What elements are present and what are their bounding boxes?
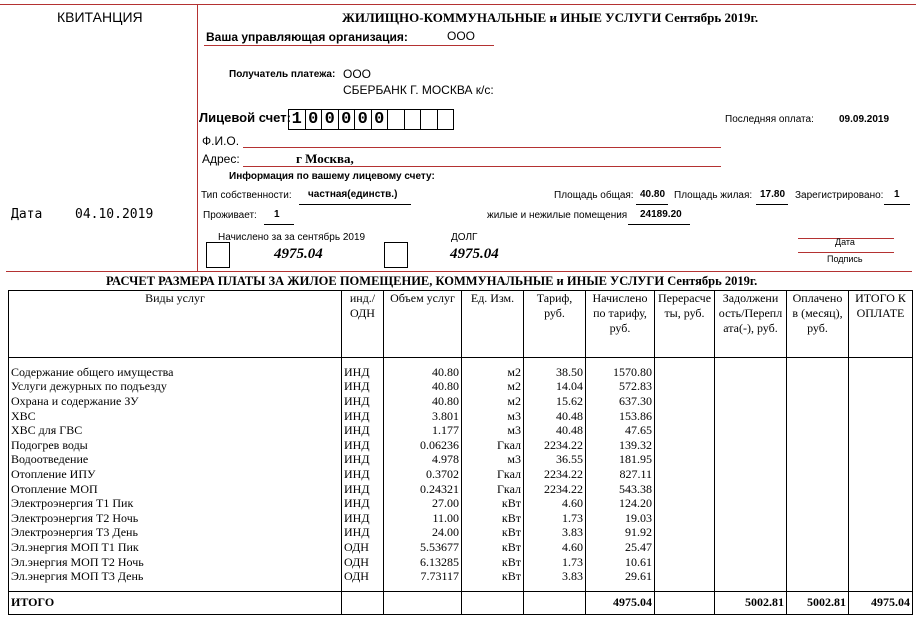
service-tariff: 2234.22 (524, 467, 586, 482)
service-accrued: 91.92 (586, 525, 655, 540)
service-tariff: 3.83 (524, 525, 586, 540)
service-name: Отопление МОП (9, 481, 342, 496)
service-accrued: 1570.80 (586, 365, 655, 380)
service-type: ОДН (342, 554, 384, 569)
service-type: ИНД (342, 423, 384, 438)
service-unit: кВт (462, 569, 524, 584)
service-unit: кВт (462, 525, 524, 540)
service-unit: кВт (462, 540, 524, 555)
service-volume: 5.53677 (384, 540, 462, 555)
account-digit: 0 (321, 109, 339, 130)
account-digit (387, 109, 405, 130)
service-tariff: 4.60 (524, 496, 586, 511)
service-unit: Гкал (462, 481, 524, 496)
service-volume: 24.00 (384, 525, 462, 540)
table-row (9, 408, 913, 423)
service-tariff: 2234.22 (524, 481, 586, 496)
account-digit (437, 109, 455, 130)
service-unit: м3 (462, 452, 524, 467)
registered-label: Зарегистрировано: (795, 190, 884, 201)
date-sign-label: Дата (835, 237, 855, 247)
col-header: инд./ ОДН (342, 291, 384, 358)
total-area-value: 40.80 (640, 189, 666, 200)
signature-label: Подпись (827, 254, 863, 264)
top-border (0, 4, 916, 5)
accrued-label: Начислено за за сентябрь 2019 (218, 232, 366, 243)
management-underline (204, 45, 494, 46)
service-unit: Гкал (462, 467, 524, 482)
service-unit: м2 (462, 379, 524, 394)
service-type: ОДН (342, 569, 384, 584)
account-digit: 0 (338, 109, 356, 130)
service-accrued: 47.65 (586, 423, 655, 438)
residing-label: Проживает: (203, 210, 257, 221)
service-tariff: 2234.22 (524, 437, 586, 452)
service-accrued: 543.38 (586, 481, 655, 496)
accrued-value: 4975.04 (274, 246, 323, 262)
service-accrued: 29.61 (586, 569, 655, 584)
service-volume: 27.00 (384, 496, 462, 511)
service-name: Электроэнергия Т3 День (9, 525, 342, 540)
living-area-value: 17.80 (760, 189, 786, 200)
service-name: Эл.энергия МОП Т2 Ночь (9, 554, 342, 569)
service-name: Эл.энергия МОП Т1 Пик (9, 540, 342, 555)
total-row (9, 591, 913, 614)
service-accrued: 19.03 (586, 510, 655, 525)
ownership-label: Тип собственности: (201, 190, 292, 201)
service-accrued: 124.20 (586, 496, 655, 511)
calc-table (8, 290, 913, 615)
service-accrued: 139.32 (586, 437, 655, 452)
service-name: Отопление ИПУ (9, 467, 342, 482)
service-volume: 0.3702 (384, 467, 462, 482)
service-tariff: 15.62 (524, 394, 586, 409)
service-tariff: 3.83 (524, 569, 586, 584)
service-accrued: 572.83 (586, 379, 655, 394)
payee-label: Получатель платежа: (229, 69, 336, 80)
service-volume: 11.00 (384, 510, 462, 525)
service-volume: 40.80 (384, 379, 462, 394)
col-header: ИТОГО К ОПЛАТЕ (849, 291, 913, 358)
debt-checkbox (384, 242, 408, 268)
date-label: Дата (11, 207, 43, 222)
address-value: г Москва, (296, 151, 354, 166)
living-area-underline (756, 204, 788, 205)
col-header: Оплачено в (месяц), руб. (787, 291, 849, 358)
table-row (9, 452, 913, 467)
panel-divider (197, 4, 198, 271)
table-row (9, 554, 913, 569)
table-row (9, 525, 913, 540)
service-type: ИНД (342, 467, 384, 482)
fio-underline (243, 147, 721, 148)
residing-underline (264, 224, 294, 225)
ownership-underline (299, 204, 411, 205)
col-header: Начислено по тарифу, руб. (586, 291, 655, 358)
service-type: ИНД (342, 452, 384, 467)
living-area-label: Площадь жилая: (674, 190, 753, 201)
service-volume: 1.177 (384, 423, 462, 438)
service-unit: кВт (462, 496, 524, 511)
total-paid: 5002.81 (787, 591, 849, 614)
premises-underline (628, 224, 690, 225)
fio-label: Ф.И.О. (202, 134, 240, 148)
section-divider (6, 271, 912, 272)
registered-value: 1 (894, 189, 900, 200)
col-header: Перерасче ты, руб. (655, 291, 715, 358)
service-accrued: 181.95 (586, 452, 655, 467)
total-debt: 5002.81 (715, 591, 787, 614)
service-type: ИНД (342, 379, 384, 394)
debt-label: ДОЛГ (451, 232, 478, 243)
table-row (9, 365, 913, 380)
service-volume: 0.06236 (384, 437, 462, 452)
signature-line (798, 252, 894, 253)
header-title: ЖИЛИЩНО-КОММУНАЛЬНЫЕ и ИНЫЕ УСЛУГИ Сентябрь 2019г. (342, 10, 759, 25)
table-row (9, 481, 913, 496)
service-accrued: 637.30 (586, 394, 655, 409)
service-unit: м3 (462, 408, 524, 423)
calc-title: РАСЧЕТ РАЗМЕРА ПЛАТЫ ЗА ЖИЛОЕ ПОМЕЩЕНИЕ, КОММУНАЛЬНЫЕ и ИНЫЕ УСЛУГИ Сентябрь 2019г. (106, 274, 758, 288)
management-value: ООО (447, 29, 476, 43)
service-tariff: 40.48 (524, 423, 586, 438)
service-type: ИНД (342, 408, 384, 423)
account-digit: 0 (305, 109, 323, 130)
premises-label: жилые и нежилые помещения (487, 210, 628, 221)
service-name: Электроэнергия Т2 Ночь (9, 510, 342, 525)
service-name: Электроэнергия Т1 Пик (9, 496, 342, 511)
service-unit: кВт (462, 510, 524, 525)
account-digit: 1 (288, 109, 306, 130)
service-volume: 40.80 (384, 394, 462, 409)
account-digit: 0 (354, 109, 372, 130)
service-name: Подогрев воды (9, 437, 342, 452)
service-name: Эл.энергия МОП Т3 День (9, 569, 342, 584)
residing-value: 1 (274, 209, 280, 220)
service-type: ИНД (342, 365, 384, 380)
service-unit: м2 (462, 365, 524, 380)
payee-value: ООО (343, 67, 372, 81)
service-unit: м3 (462, 423, 524, 438)
table-row (9, 423, 913, 438)
service-unit: кВт (462, 554, 524, 569)
debt-value: 4975.04 (450, 246, 499, 262)
service-volume: 3.801 (384, 408, 462, 423)
service-volume: 7.73117 (384, 569, 462, 584)
bank-value: СБЕРБАНК Г. МОСКВА к/с: (343, 83, 494, 97)
col-header: Задолжени ость/Перепл ата(-), руб. (715, 291, 787, 358)
col-header: Объем услуг (384, 291, 462, 358)
management-label: Ваша управляющая организация: (206, 30, 408, 44)
table-row (9, 467, 913, 482)
service-type: ИНД (342, 525, 384, 540)
service-tariff: 1.73 (524, 554, 586, 569)
service-volume: 6.13285 (384, 554, 462, 569)
service-type: ИНД (342, 437, 384, 452)
last-payment-value: 09.09.2019 (839, 114, 890, 125)
service-unit: Гкал (462, 437, 524, 452)
service-tariff: 38.50 (524, 365, 586, 380)
table-row (9, 379, 913, 394)
ownership-value: частная(единств.) (308, 189, 398, 200)
service-name: Содержание общего имущества (9, 365, 342, 380)
table-row (9, 437, 913, 452)
table-row (9, 496, 913, 511)
total-accrued: 4975.04 (586, 591, 655, 614)
service-name: Услуги дежурных по подъезду (9, 379, 342, 394)
account-digit (404, 109, 422, 130)
service-accrued: 25.47 (586, 540, 655, 555)
service-volume: 40.80 (384, 365, 462, 380)
service-name: Водоотведение (9, 452, 342, 467)
address-underline (243, 166, 721, 167)
address-label: Адрес: (202, 152, 240, 166)
total-label: ИТОГО (9, 591, 342, 614)
col-header: Виды услуг (9, 291, 342, 358)
accrued-checkbox (206, 242, 230, 268)
account-number (288, 109, 453, 130)
service-tariff: 40.48 (524, 408, 586, 423)
table-row (9, 510, 913, 525)
last-payment-label: Последняя оплата: (725, 114, 814, 125)
col-header: Тариф, руб. (524, 291, 586, 358)
service-type: ИНД (342, 496, 384, 511)
service-name: ХВС (9, 408, 342, 423)
date-value: 04.10.2019 (75, 207, 154, 222)
receipt-title: КВИТАНЦИЯ (57, 9, 143, 25)
service-tariff: 14.04 (524, 379, 586, 394)
service-accrued: 827.11 (586, 467, 655, 482)
service-type: ИНД (342, 481, 384, 496)
service-tariff: 4.60 (524, 540, 586, 555)
total-area-label: Площадь общая: (554, 190, 634, 201)
registered-underline (884, 204, 910, 205)
account-digit (420, 109, 438, 130)
service-type: ИНД (342, 394, 384, 409)
col-header: Ед. Изм. (462, 291, 524, 358)
total-to-pay: 4975.04 (849, 591, 913, 614)
service-tariff: 1.73 (524, 510, 586, 525)
service-type: ИНД (342, 510, 384, 525)
premises-value: 24189.20 (640, 209, 682, 220)
service-accrued: 10.61 (586, 554, 655, 569)
table-row (9, 540, 913, 555)
service-accrued: 153.86 (586, 408, 655, 423)
service-tariff: 36.55 (524, 452, 586, 467)
total-area-underline (636, 204, 668, 205)
service-name: ХВС для ГВС (9, 423, 342, 438)
service-name: Охрана и содержание ЗУ (9, 394, 342, 409)
service-unit: м2 (462, 394, 524, 409)
service-type: ОДН (342, 540, 384, 555)
account-digit: 0 (371, 109, 389, 130)
table-row (9, 569, 913, 584)
service-volume: 0.24321 (384, 481, 462, 496)
table-row (9, 394, 913, 409)
account-label: Лицевой счет: (199, 110, 291, 125)
service-volume: 4.978 (384, 452, 462, 467)
info-title: Информация по вашему лицевому счету: (229, 171, 435, 182)
